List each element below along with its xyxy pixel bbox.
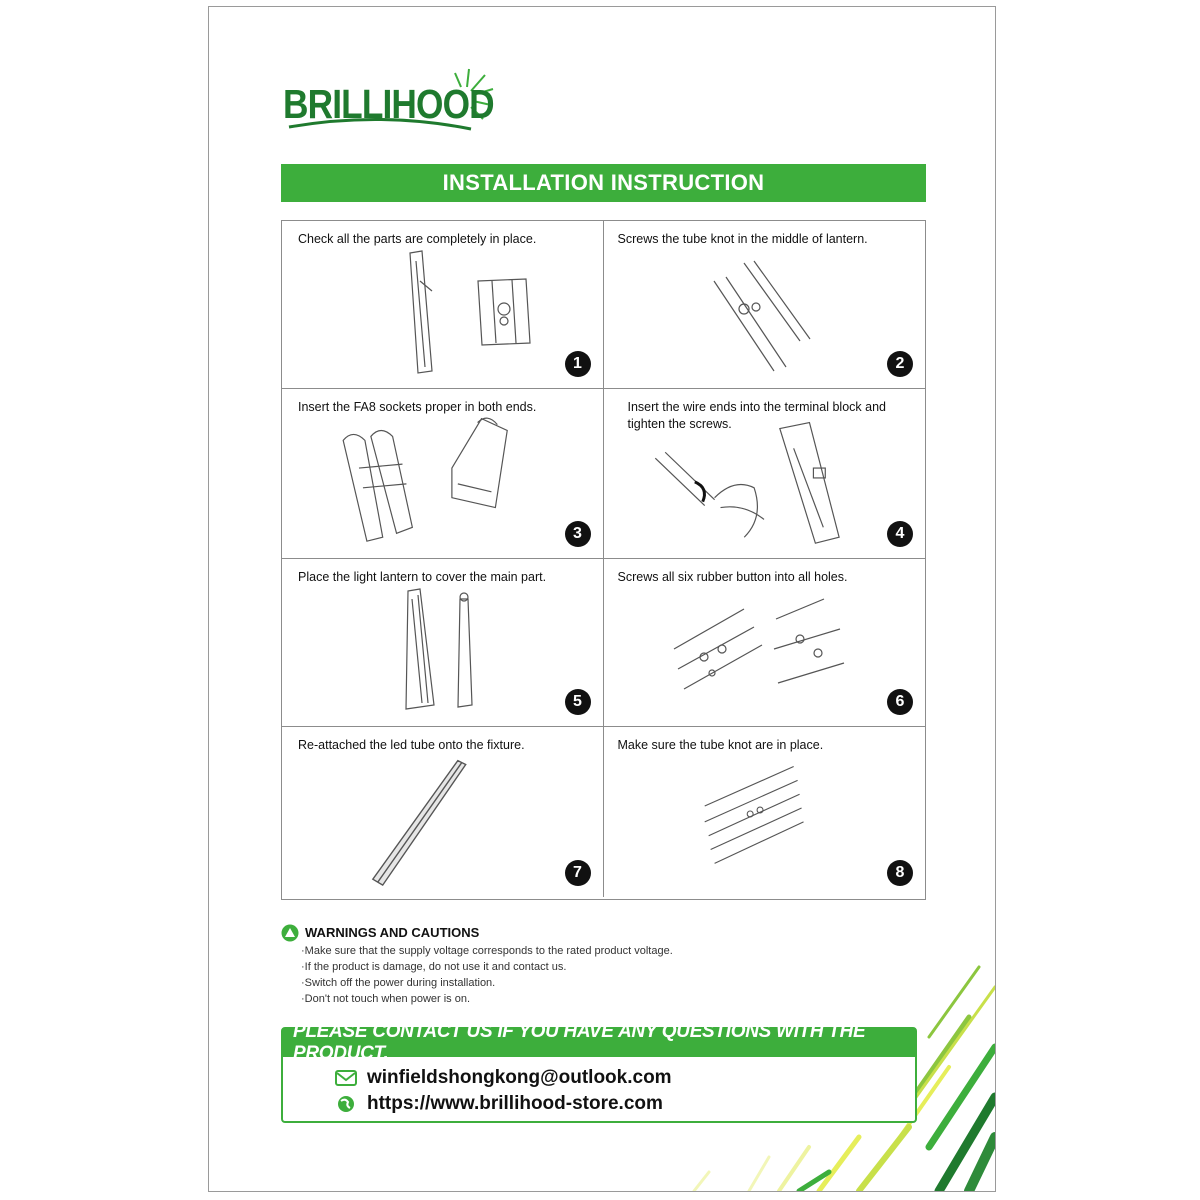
step-5 bbox=[282, 559, 604, 727]
step-number-badge: 8 bbox=[887, 860, 913, 886]
warning-item: ·If the product is damage, do not use it and contact us. bbox=[301, 961, 567, 973]
instruction-sheet bbox=[208, 6, 996, 1192]
website-line bbox=[335, 1093, 663, 1115]
warnings-list bbox=[301, 943, 673, 1007]
contact-box bbox=[281, 1021, 917, 1123]
brand-logo bbox=[281, 63, 501, 143]
brand-wordmark: BRILLIHOOD bbox=[283, 81, 494, 127]
warning-item: ·Don't not touch when power is on. bbox=[301, 993, 471, 1005]
step-number-badge: 2 bbox=[887, 351, 913, 377]
steps-grid bbox=[281, 220, 926, 900]
contact-banner: PLEASE CONTACT US IF YOU HAVE ANY QUESTIONS WITH THE PRODUCT. bbox=[283, 1029, 915, 1057]
step-text: Insert the wire ends into the terminal block and tighten the screws. bbox=[627, 400, 886, 431]
mail-icon bbox=[335, 1069, 357, 1087]
step-3 bbox=[282, 389, 604, 559]
step-text: Screws all six rubber button into all holes. bbox=[617, 570, 848, 584]
email-text[interactable]: winfieldshongkong@outlook.com bbox=[367, 1067, 672, 1088]
step-6 bbox=[604, 559, 926, 727]
step-text: Check all the parts are completely in place. bbox=[298, 232, 537, 246]
step-number-badge: 3 bbox=[565, 521, 591, 547]
page-title: INSTALLATION INSTRUCTION bbox=[281, 164, 926, 202]
step-7 bbox=[282, 727, 604, 897]
website-text[interactable]: https://www.brillihood-store.com bbox=[367, 1093, 663, 1114]
globe-icon bbox=[335, 1095, 357, 1113]
step-1 bbox=[282, 221, 604, 389]
step-number-badge: 5 bbox=[565, 689, 591, 715]
warning-item: ·Make sure that the supply voltage corresponds to the rated product voltage. bbox=[301, 945, 673, 957]
step-4 bbox=[604, 389, 926, 559]
step-text: Make sure the tube knot are in place. bbox=[617, 738, 824, 752]
step-number-badge: 7 bbox=[565, 860, 591, 886]
step-number-badge: 4 bbox=[887, 521, 913, 547]
warning-icon bbox=[281, 924, 299, 942]
step-text: Re-attached the led tube onto the fixture. bbox=[298, 738, 525, 752]
step-number-badge: 1 bbox=[565, 351, 591, 377]
warnings-title: WARNINGS AND CAUTIONS bbox=[305, 925, 480, 940]
step-8 bbox=[604, 727, 926, 897]
step-2 bbox=[604, 221, 926, 389]
warning-item: ·Switch off the power during installation. bbox=[301, 977, 496, 989]
step-text: Insert the FA8 sockets proper in both ends. bbox=[298, 400, 537, 414]
step-text: Place the light lantern to cover the main part. bbox=[298, 570, 547, 584]
step-number-badge: 6 bbox=[887, 689, 913, 715]
email-line bbox=[335, 1067, 672, 1089]
step-text: Screws the tube knot in the middle of lantern. bbox=[617, 232, 868, 246]
